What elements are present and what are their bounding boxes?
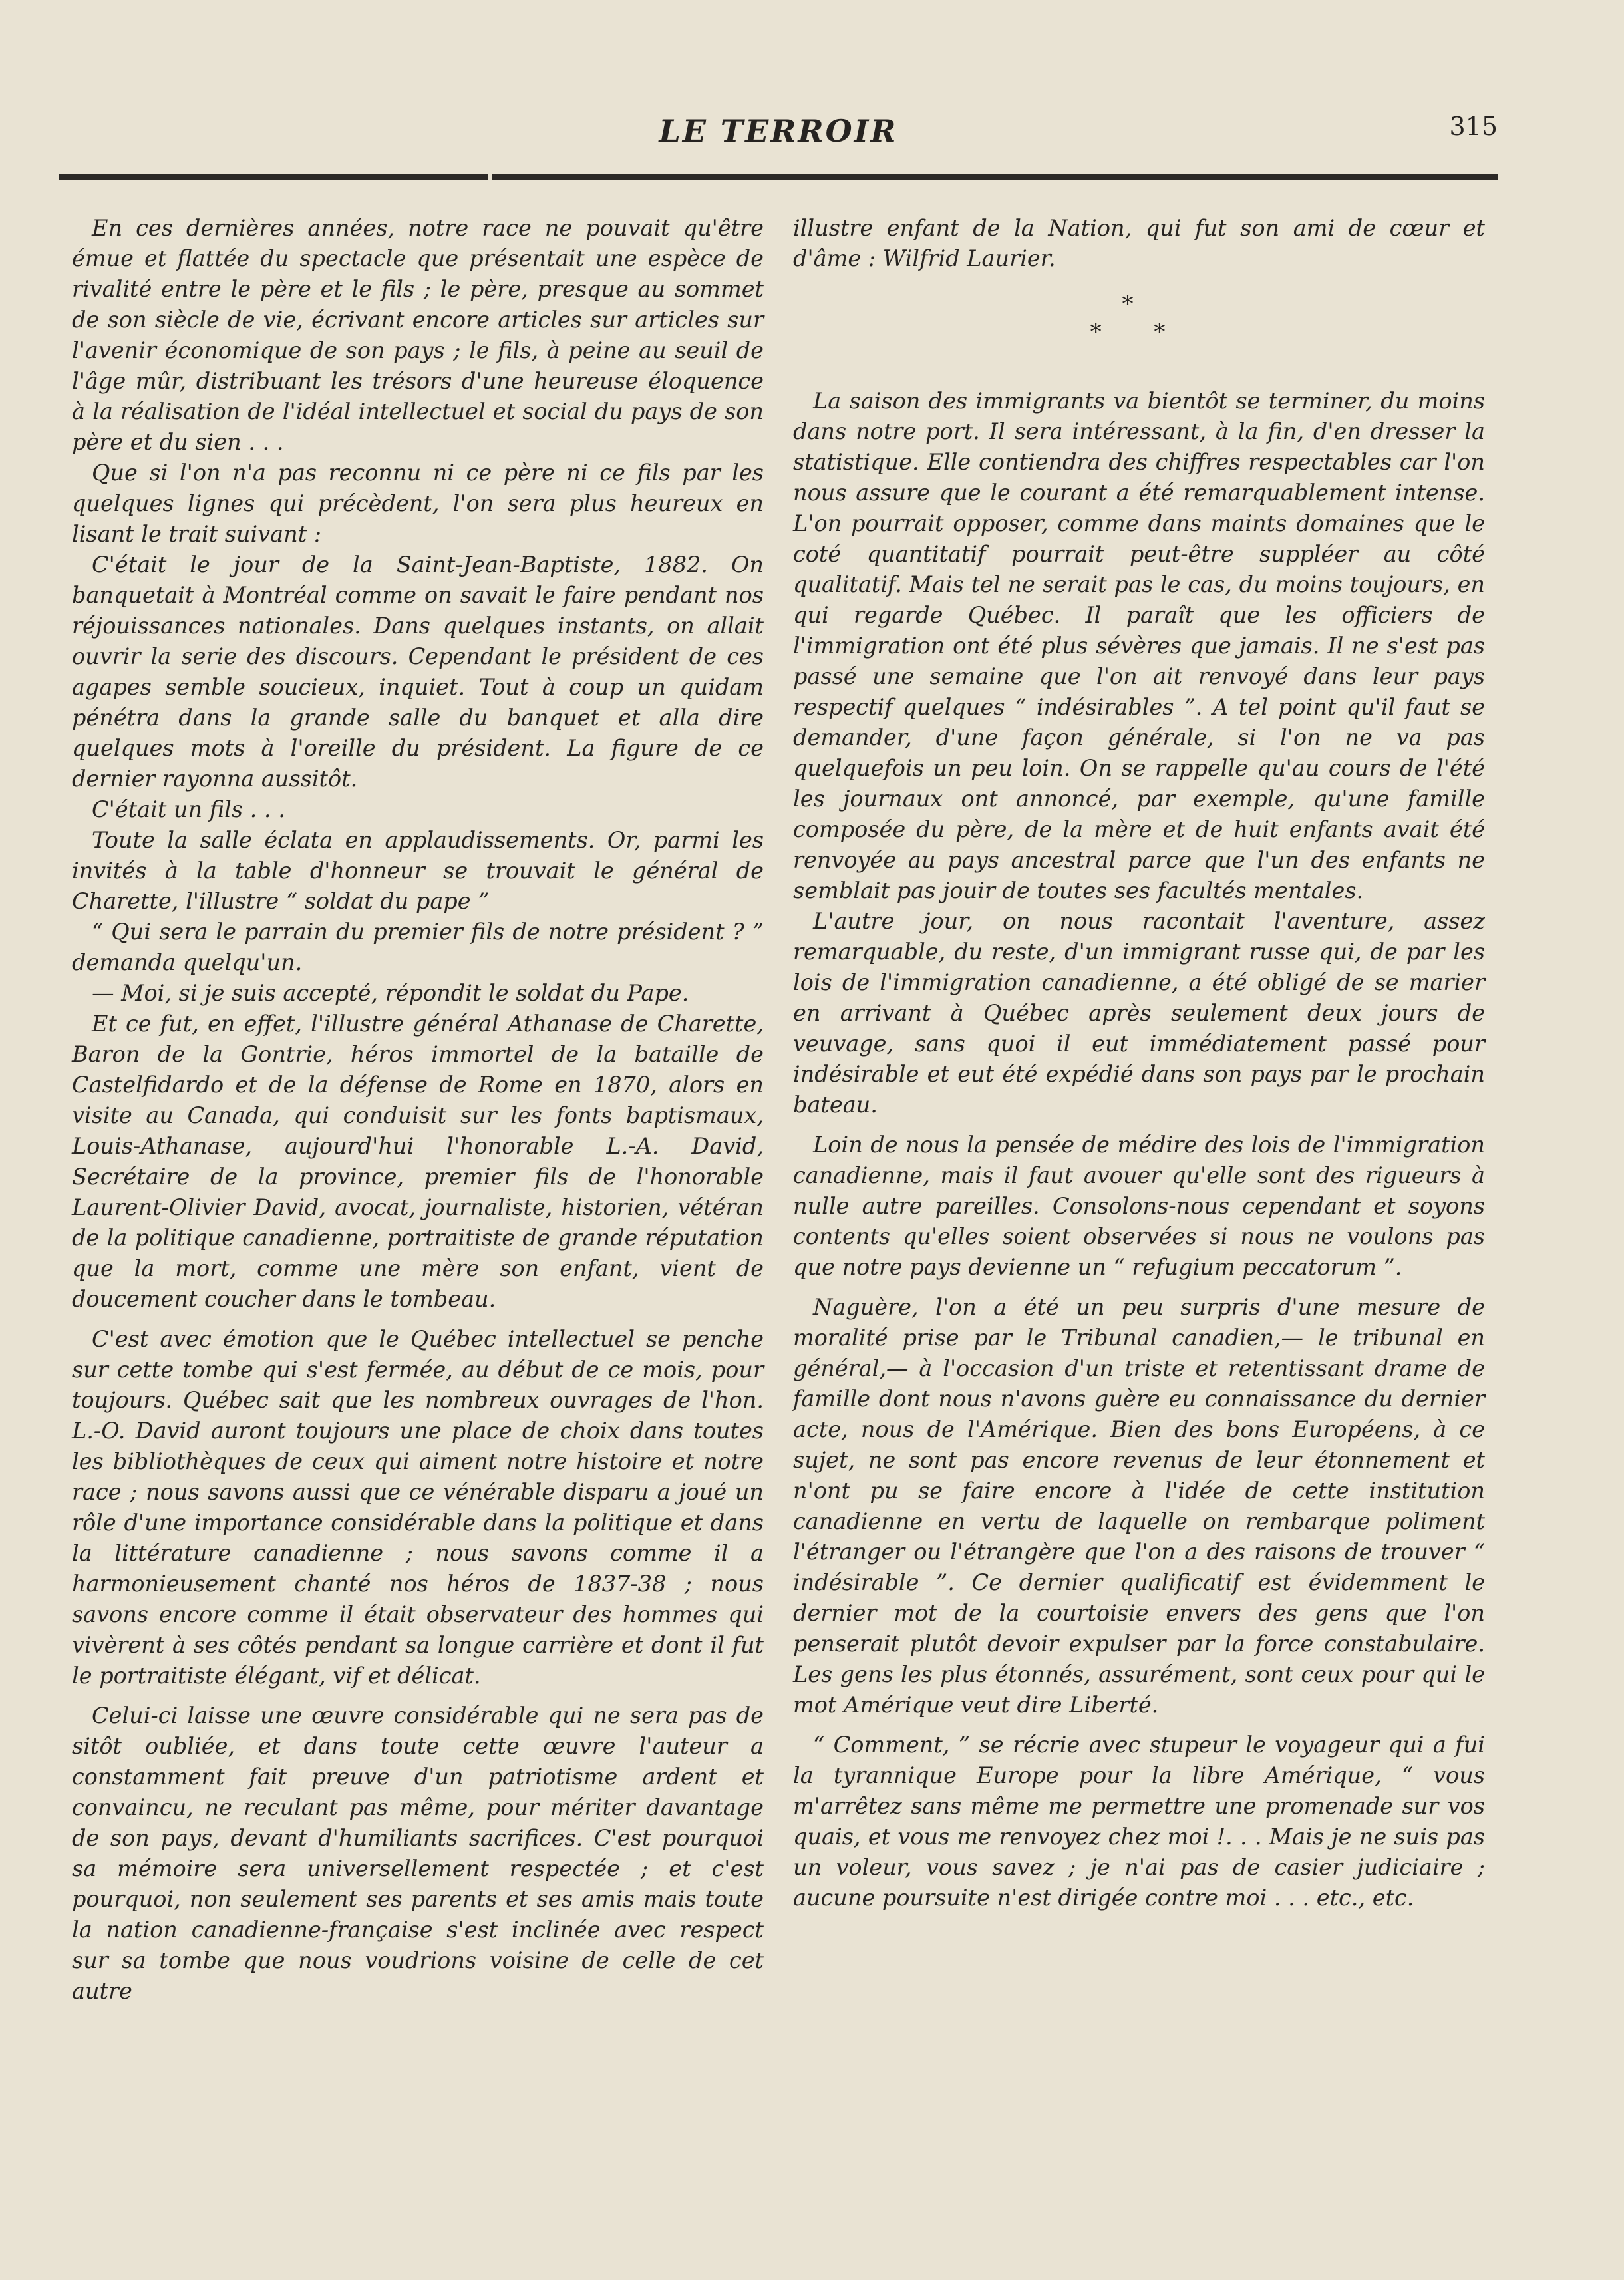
paragraph: Et ce fut, en effet, l'illustre général Athanase de Charette, Baron de la Gontrie, héros immortel de la bataille de Castelfidardo et de la défense de Rome en 1870, alors en visite au Canada, qui conduisit sur les fonts baptismaux, Louis-Athanase, aujourd'hui l'honorable L.-A. David, Secrétaire de la province, premier fils de l'honorable Laurent-Olivier David, avocat, journaliste, historien, vétéran de la politique canadienne, portraitiste de grande réputation que la mort, comme une mère son enfant, vient de doucement coucher dans le tombeau. xyxy=(72,1011,764,1312)
page-number: 315 xyxy=(1449,112,1498,141)
header-rule-left xyxy=(59,174,488,180)
continuation-text: illustre enfant de la Nation, qui fut son ami de cœur et d'âme : Wilfrid Laurier. xyxy=(793,215,1485,271)
paragraph: Toute la salle éclata en applaudissements. Or, parmi les invités à la table d'honneur se trouvait le général de Charette, l'illustre “ soldat du pape ” xyxy=(72,827,764,914)
running-header-title: LE TERROIR xyxy=(659,113,898,149)
paragraph: C'est avec émotion que le Québec intellectuel se penche sur cette tombe qui s'est fermée, au début de ce mois, pour toujours. Québec sait que les nombreux ouvrages de l'hon. L.-O. David auront toujours une place de choix dans toutes les bibliothèques de ceux qui aiment notre histoire et notre race ; nous savons aussi que ce vénérable disparu a joué un rôle d'une importance considérable dans la politique et dans la littérature canadienne ; nous savons comme il a harmonieusement chanté nos héros de 1837-38 ; nous savons encore comme il était observateur des hommes qui vivèrent à ses côtés pendant sa longue carrière et dont il fut le portraitiste élégant, vif et délicat. xyxy=(72,1326,764,1689)
paragraph: Celui-ci laisse une œuvre considérable qui ne sera pas de sitôt oubliée, et dans toute cette œuvre l'auteur a constamment fait preuve d'un patriotisme ardent et convaincu, ne reculant pas même, pour mériter davantage de son pays, devant d'humiliants sacrifices. C'est pourquoi sa mémoire sera universellement respectée ; et c'est pourquoi, non seulement ses parents et ses amis mais toute la nation canadienne-française s'est inclinée avec respect sur sa tombe que nous voudrions voisine de celle de cet autre xyxy=(72,1703,764,2004)
left-column xyxy=(72,213,764,2007)
paragraph: La saison des immigrants va bientôt se terminer, du moins dans notre port. Il sera intéressant, à la fin, d'en dresser la statistique. Elle contiendra des chiffres respectables car l'on nous assure que le courant a été remarquablement intense. L'on pourrait opposer, comme dans maints domaines que le coté quantitatif pourrait peut-être suppléer au côté qualitatif. Mais tel ne serait pas le cas, du moins toujours, en qui regarde Québec. Il paraît que les officiers de l'immigration ont été plus sévères que jamais. Il ne s'est pas passé une semaine que l'on ait renvoyé dans leur pays respectif quelques “ indésirables ”. A tel point qu'il faut se demander, d'une façon générale, si l'on ne va pas quelquefois un peu loin. On se rappelle qu'au cours de l'été les journaux ont annoncé, par exemple, qu'une famille composée du père, de la mère et de huit enfants avait été renvoyée au pays ancestral parce que l'un des enfants ne semblait pas jouir de toutes ses facultés mentales. xyxy=(793,388,1485,903)
paragraph: C'était un fils . . . xyxy=(92,796,285,822)
separator-star-top: * xyxy=(1122,291,1156,317)
paragraph: Naguère, l'on a été un peu surpris d'une mesure de moralité prise par le Tribunal canadien,— le tribunal en général,— à l'occasion d'un triste et retentissant drame de famille dont nous n'avons guère eu connaissance du dernier acte, nous de l'Amérique. Bien des bons Européens, à ce sujet, ne sont pas encore revenus de leur étonnement et n'ont pu se faire encore à l'idée de cette institution canadienne en vertu de laquelle on rembarque poliment l'étranger ou l'étrangère que l'on a des raisons de trouver “ indésirable ”. Ce dernier qualificatif est évidemment le dernier mot de la courtoisie envers des gens que l'on penserait plutôt devoir expulser par la force constabulaire. Les gens les plus étonnés, assurément, sont ceux pour qui le mot Amérique veut dire Liberté. xyxy=(793,1294,1485,1718)
paragraph: Que si l'on n'a pas reconnu ni ce père ni ce fils par les quelques lignes qui précèdent, l'on sera plus heureux en lisant le trait suivant : xyxy=(72,460,764,547)
paragraph: C'était le jour de la Saint-Jean-Baptiste, 1882. On banquetait à Montréal comme on savait le faire pendant nos réjouissances nationales. Dans quelques instants, on allait ouvrir la serie des discours. Cependant le président de ces agapes semble soucieux, inquiet. Tout à coup un quidam pénétra dans la grande salle du banquet et alla dire quelques mots à l'oreille du président. La figure de ce dernier rayonna aussitôt. xyxy=(72,552,764,792)
paragraph: “ Qui sera le parrain du premier fils de notre président ? ” demanda quelqu'un. xyxy=(72,919,764,975)
paragraph: En ces dernières années, notre race ne pouvait qu'être émue et flattée du spectacle que présentait une espèce de rivalité entre le père et le fils ; le père, presque au sommet de son siècle de vie, écrivant encore articles sur articles sur l'avenir économique de son pays ; le fils, à peine au seuil de l'âge mûr, distribuant les trésors d'une heureuse éloquence à la réalisation de l'idéal intellectuel et social du pays de son père et du sien . . . xyxy=(72,215,764,455)
paragraph: — Moi, si je suis accepté, répondit le soldat du Pape. xyxy=(92,980,689,1006)
right-column xyxy=(793,213,1485,1913)
section-separator xyxy=(793,290,1485,346)
paragraph: Loin de nous la pensée de médire des lois de l'immigration canadienne, mais il faut avouer qu'elle sont des rigueurs à nulle autre pareilles. Consolons-nous cependant et soyons contents qu'elles soient observées si nous ne voulons pas que notre pays devienne un “ refugium peccatorum ”. xyxy=(793,1132,1485,1280)
paragraph: “ Comment, ” se récrie avec stupeur le voyageur qui a fui la tyrannique Europe pour la libre Amérique, “ vous m'arrêtez sans même me permettre une promenade sur vos quais, et vous me renvoyez chez moi !. . . Mais je ne suis pas un voleur, vous savez ; je n'ai pas de casier judiciaire ; aucune poursuite n'est dirigée contre moi . . . etc., etc. xyxy=(793,1732,1485,1911)
separator-star-bottom: * * xyxy=(1090,319,1188,345)
paragraph: L'autre jour, on nous racontait l'aventure, assez remarquable, du reste, d'un immigrant russe qui, de par les lois de l'immigration canadienne, a été obligé de se marier en arrivant à Québec après seulement deux jours de veuvage, sans quoi il eut immédiatement passé pour indésirable et eut été expédié dans son pays par le prochain bateau. xyxy=(793,908,1485,1118)
header-rule-right xyxy=(492,174,1498,180)
